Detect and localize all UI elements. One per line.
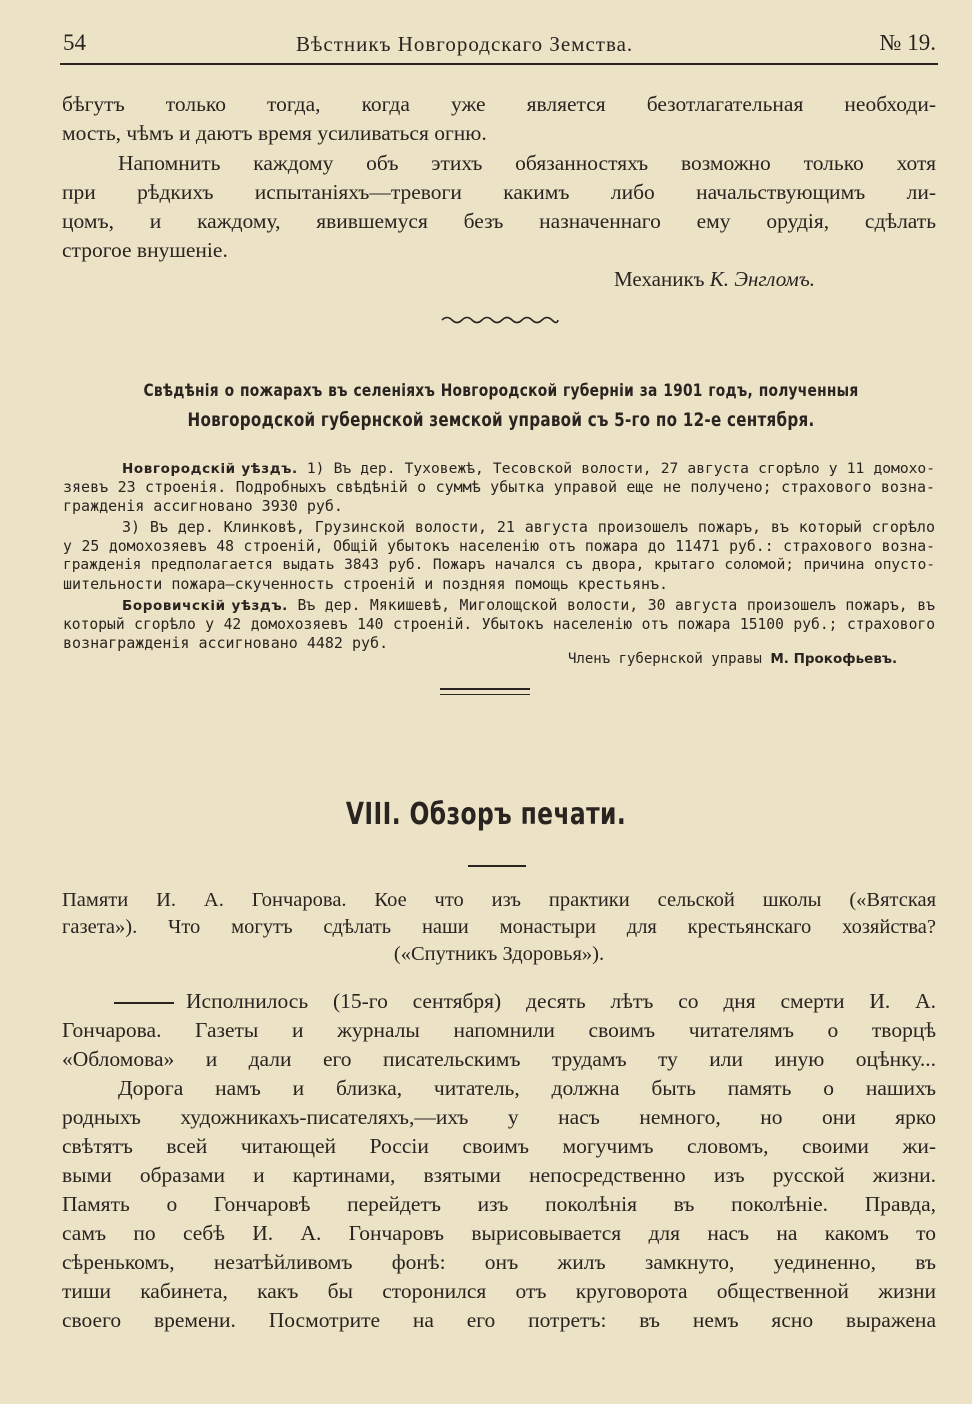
report-text: Въ дер. Мякишевѣ, Миголощской волости, 30 августа произошелъ пожаръ, въ	[297, 597, 936, 614]
body-line: Дорога намъ и близка, читатель, должна быть память о нашихъ	[118, 1076, 936, 1100]
report-text: 1) Въ дер. Туховежѣ, Тесовской волости, 27 августа сгорѣло у 11 домохо-	[306, 460, 936, 477]
issue-number: № 19.	[879, 30, 936, 55]
body-line	[114, 987, 936, 1016]
signature-board-member	[568, 651, 897, 667]
body-line: своего времени. Посмотрите на его потретъ: въ немъ ясно выражена	[62, 1308, 936, 1332]
intro-line: бѣгутъ только тогда, когда уже является безотлагательная необходи-	[62, 92, 936, 116]
report-line	[122, 596, 935, 616]
district-name: Новгородскій уѣздъ.	[122, 461, 298, 477]
body-line: тиши кабинета, какъ бы сторонился отъ круговорота общественной жизни	[62, 1279, 936, 1303]
report-line: 3) Въ дер. Клинковѣ, Грузинской волости, 21 августа произошелъ пожаръ, въ который сгорѣло	[122, 518, 935, 536]
report-line: вознагражденія ассигновано 4482 руб.	[63, 634, 389, 652]
summary-line: газета»). Что могутъ сдѣлать наши монастыри для крестьянскаго хозяйства?	[62, 916, 936, 938]
signature-name: К. Энгломъ.	[709, 267, 815, 291]
signature-role: Членъ губернской управы	[568, 651, 762, 667]
report-line: гражденія предполагается выдать 3843 руб. Пожаръ начался съ двора, крытаго соломой; причина опусто-	[63, 557, 935, 573]
signature-name: М. Прокофьевъ.	[770, 651, 898, 667]
report-line: шительности пожара—скученность строеній и поздняя помощь крестьянъ.	[63, 575, 669, 593]
report-line: который сгорѣло у 42 домохозяевъ 140 строеній. Убытокъ населенію отъ пожара 15100 руб.; страхового	[63, 616, 935, 633]
lead-dash	[114, 1002, 174, 1004]
body-line: родныхъ художникахъ-писателяхъ,—ихъ у насъ немного, но они ярко	[62, 1105, 936, 1129]
report-title-line: Новгородской губернской земской управой съ 5-го по 12-е сентября.	[187, 410, 815, 431]
report-line: гражденія ассигновано 3930 руб.	[63, 497, 343, 515]
intro-line: строгое внушеніе.	[62, 238, 228, 262]
summary-line: («Спутникъ Здоровья»).	[393, 943, 605, 965]
report-line: у 25 домохозяевъ 48 строеній, Общій убытокъ населенію отъ пожара до 11471 руб.: страхового возна-	[63, 538, 935, 555]
intro-line: цомъ, и каждому, явившемуся безъ назначеннаго ему орудія, сдѣлать	[62, 209, 936, 233]
page-number: 54	[63, 30, 86, 55]
signature-engineer	[614, 267, 815, 292]
body-line: выми образами и картинами, взятыми непосредственно изъ русской жизни.	[62, 1163, 936, 1187]
intro-line: при рѣдкихъ испытаніяхъ—тревоги какимъ либо начальствующимъ ли-	[62, 180, 936, 204]
report-line: зяевъ 23 строенія. Подробныхъ свѣдѣній о суммѣ убытка управой еще не получено; страхового возна-	[63, 478, 935, 496]
header-rule	[60, 63, 938, 65]
body-line: самъ по себѣ И. А. Гончаровъ вырисовывается для насъ на какомъ то	[62, 1221, 936, 1245]
journal-title: Вѣстникъ Новгородскаго Земства.	[296, 32, 634, 56]
section-rule	[468, 865, 526, 867]
body-line: Гончарова. Газеты и журналы напомнили своимъ читателямъ о творцѣ	[62, 1018, 936, 1042]
double-rule	[440, 688, 530, 695]
body-line: сѣренькомъ, незатѣйливомъ фонѣ: онъ жилъ замкнуто, уединенно, въ	[62, 1250, 936, 1274]
intro-line: Напомнить каждому объ этихъ обязанностяхъ возможно только хотя	[118, 151, 936, 175]
body-line: «Обломова» и дали его писательскимъ трудамъ ту или иную оцѣнку...	[62, 1047, 936, 1071]
report-line	[122, 459, 935, 479]
body-line: Память о Гончаровѣ перейдетъ изъ поколѣнія въ поколѣніе. Правда,	[62, 1192, 936, 1216]
section-title: VIII. Обзоръ печати.	[345, 797, 627, 832]
report-title-line: Свѣдѣнія о пожарахъ въ селеніяхъ Новгородской губерніи за 1901 годъ, полученныя	[143, 380, 859, 400]
intro-line: мость, чѣмъ и даютъ время усиливаться огню.	[62, 121, 487, 145]
district-name: Боровичскій уѣздъ.	[122, 598, 288, 614]
signature-role: Механикъ	[614, 267, 705, 291]
body-text: Исполнилось (15-го сентября) десять лѣтъ со дня смерти И. А.	[186, 989, 936, 1013]
body-line: свѣтятъ всей читающей Россіи своимъ могучимъ словомъ, своими жи-	[62, 1134, 936, 1158]
summary-line: Памяти И. А. Гончарова. Кое что изъ практики сельской школы («Вятская	[62, 889, 936, 911]
ornament-divider	[440, 312, 560, 328]
